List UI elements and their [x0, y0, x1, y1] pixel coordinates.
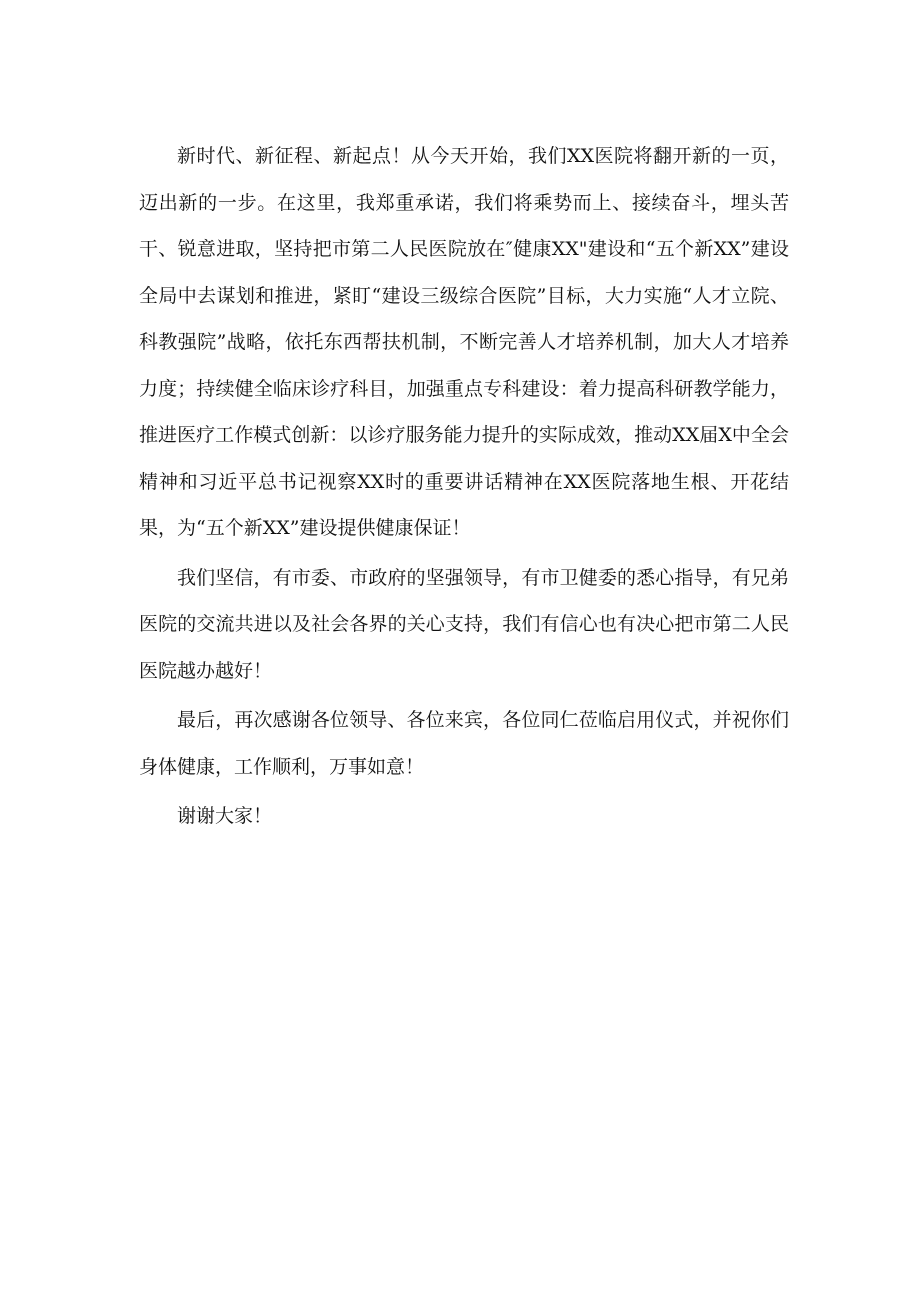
document-body — [139, 133, 789, 843]
paragraph-thanks: 最后，再次感谢各位领导、各位来宾，各位同仁莅临启用仪式，并祝你们身体健康，工作顺利，万事如意！ — [139, 709, 789, 778]
paragraph-confidence: 我们坚信，有市委、市政府的坚强领导，有市卫健委的悉心指导，有兄弟医院的交流共进以及社会各界的关心支持，我们有信心也有决心把市第二人民医院越办越好！ — [139, 566, 789, 682]
paragraph-commitment: 新时代、新征程、新起点！从今天开始，我们XX医院将翻开新的一页，迈出新的一步。在这里，我郑重承诺，我们将乘势而上、接续奋斗，埋头苦干、锐意进取，坚持把市第二人民医院放在″健康XX"建设和“五个新XX”建设全局中去谋划和推进，紧盯“建设三级综合医院”目标，大力实施“人才立院、科教强院”战略，依托东西帮扶机制，不断完善人才培养机制，加大人才培养力度；持续健全临床诊疗科目，加强重点专科建设：着力提高科研教学能力，推进医疗工作模式创新：以诊疗服务能力提升的实际成效，推动XX届X中全会精神和习近平总书记视察XX时的重要讲话精神在XX医院落地生根、开花结果，为“五个新XX”建设提供健康保证！ — [139, 145, 789, 539]
paragraph-closing: 谢谢大家！ — [177, 805, 273, 827]
